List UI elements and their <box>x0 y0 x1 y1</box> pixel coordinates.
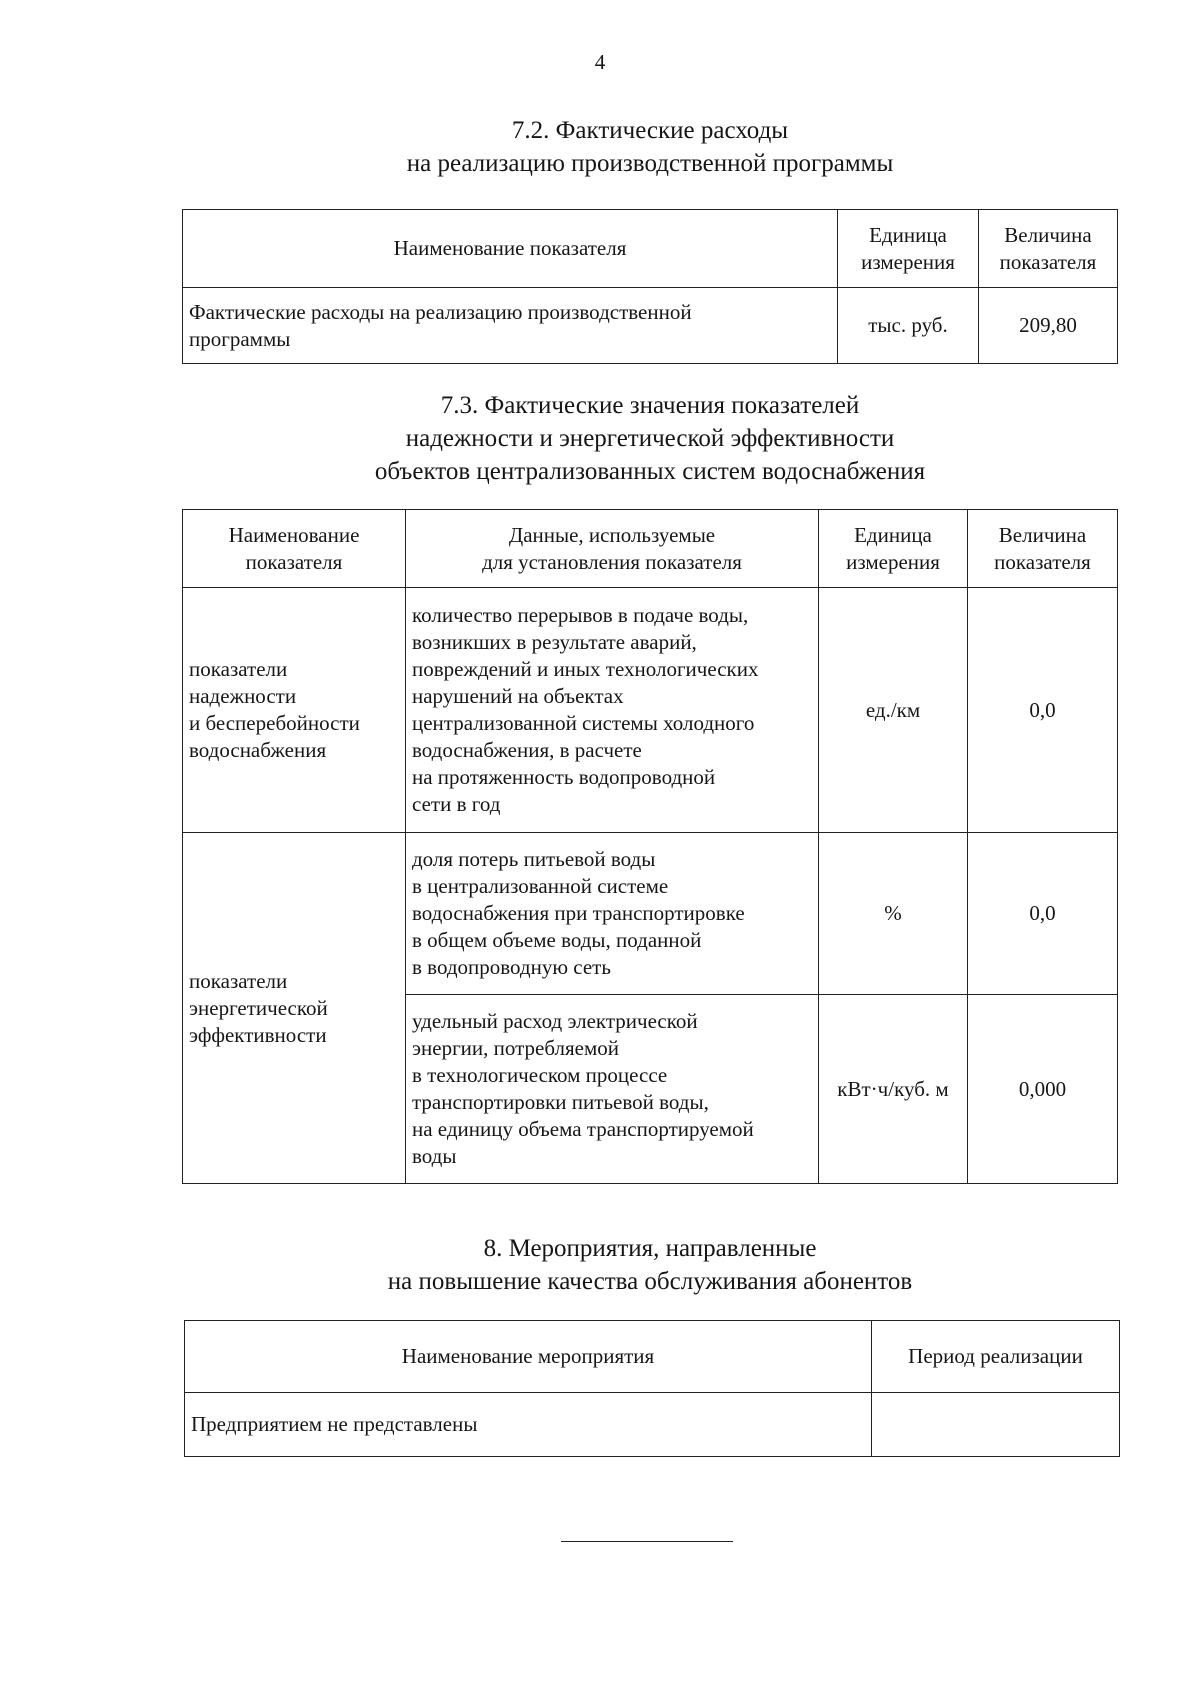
section-8-title-line: на повышение качества обслуживания абонентов <box>387 1268 913 1295</box>
header-period: Период реализации <box>872 1321 1120 1393</box>
header-unit: Единица измерения <box>819 510 968 588</box>
table-header-row <box>185 1321 1120 1393</box>
unit-cell: кВт·ч/куб. м <box>819 995 968 1184</box>
page-number: 4 <box>594 50 606 74</box>
data-used-cell: доля потерь питьевой воды в централизованной системе водоснабжения при транспортировке в общем объеме воды, поданной в водопроводную сеть <box>406 833 819 995</box>
expenses-table <box>182 209 1118 364</box>
value-cell: 0,0 <box>968 588 1118 833</box>
table-row <box>183 833 1118 995</box>
header-unit: Единица измерения <box>838 210 979 288</box>
value-cell: 0,000 <box>968 995 1118 1184</box>
table-row <box>183 288 1118 364</box>
period-cell <box>872 1393 1120 1457</box>
table-header-row <box>183 510 1118 588</box>
unit-cell: ед./км <box>819 588 968 833</box>
section-7-2-title-line: 7.2. Фактические расходы <box>511 117 789 144</box>
header-measure-name: Наименование мероприятия <box>185 1321 872 1393</box>
measure-name-cell: Предприятием не представлены <box>185 1393 872 1457</box>
header-value: Величина показателя <box>979 210 1118 288</box>
indicator-name-cell: Фактические расходы на реализацию производственной программы <box>183 288 838 364</box>
section-7-2-title-line: на реализацию производственной программы <box>406 150 894 177</box>
measures-table <box>184 1320 1120 1457</box>
section-8-title <box>100 1232 1200 1298</box>
table-row <box>185 1393 1120 1457</box>
table-header-row <box>183 210 1118 288</box>
data-used-cell: количество перерывов в подаче воды, возникших в результате аварий, повреждений и иных технологических нарушений на объектах централизованной системы холодного водоснабжения, в расчете на протяженность водопроводной сети в год <box>406 588 819 833</box>
value-cell: 0,0 <box>968 833 1118 995</box>
data-used-cell: удельный расход электрической энергии, потребляемой в технологическом процессе транспортировки питьевой воды, на единицу объема транспортируемой воды <box>406 995 819 1184</box>
header-value: Величина показателя <box>968 510 1118 588</box>
section-7-2-title <box>100 114 1200 180</box>
header-data-used: Данные, используемые для установления показателя <box>406 510 819 588</box>
header-indicator-name: Наименование показателя <box>183 210 838 288</box>
unit-cell: тыс. руб. <box>838 288 979 364</box>
end-separator-line <box>561 1541 733 1542</box>
section-8-title-line: 8. Мероприятия, направленные <box>483 1235 817 1262</box>
section-7-3-title-line: объектов централизованных систем водоснабжения <box>374 458 926 485</box>
indicator-group-cell: показатели надежности и бесперебойности водоснабжения <box>183 588 406 833</box>
unit-cell: % <box>819 833 968 995</box>
section-7-3-title-line: надежности и энергетической эффективности <box>405 425 895 452</box>
section-7-3-title <box>100 389 1200 488</box>
header-indicator-name: Наименование показателя <box>183 510 406 588</box>
section-7-3-title-line: 7.3. Фактические значения показателей <box>440 392 860 419</box>
value-cell: 209,80 <box>979 288 1118 364</box>
indicator-group-cell: показатели энергетической эффективности <box>183 833 406 1184</box>
table-row <box>183 588 1118 833</box>
reliability-table <box>182 509 1118 1184</box>
